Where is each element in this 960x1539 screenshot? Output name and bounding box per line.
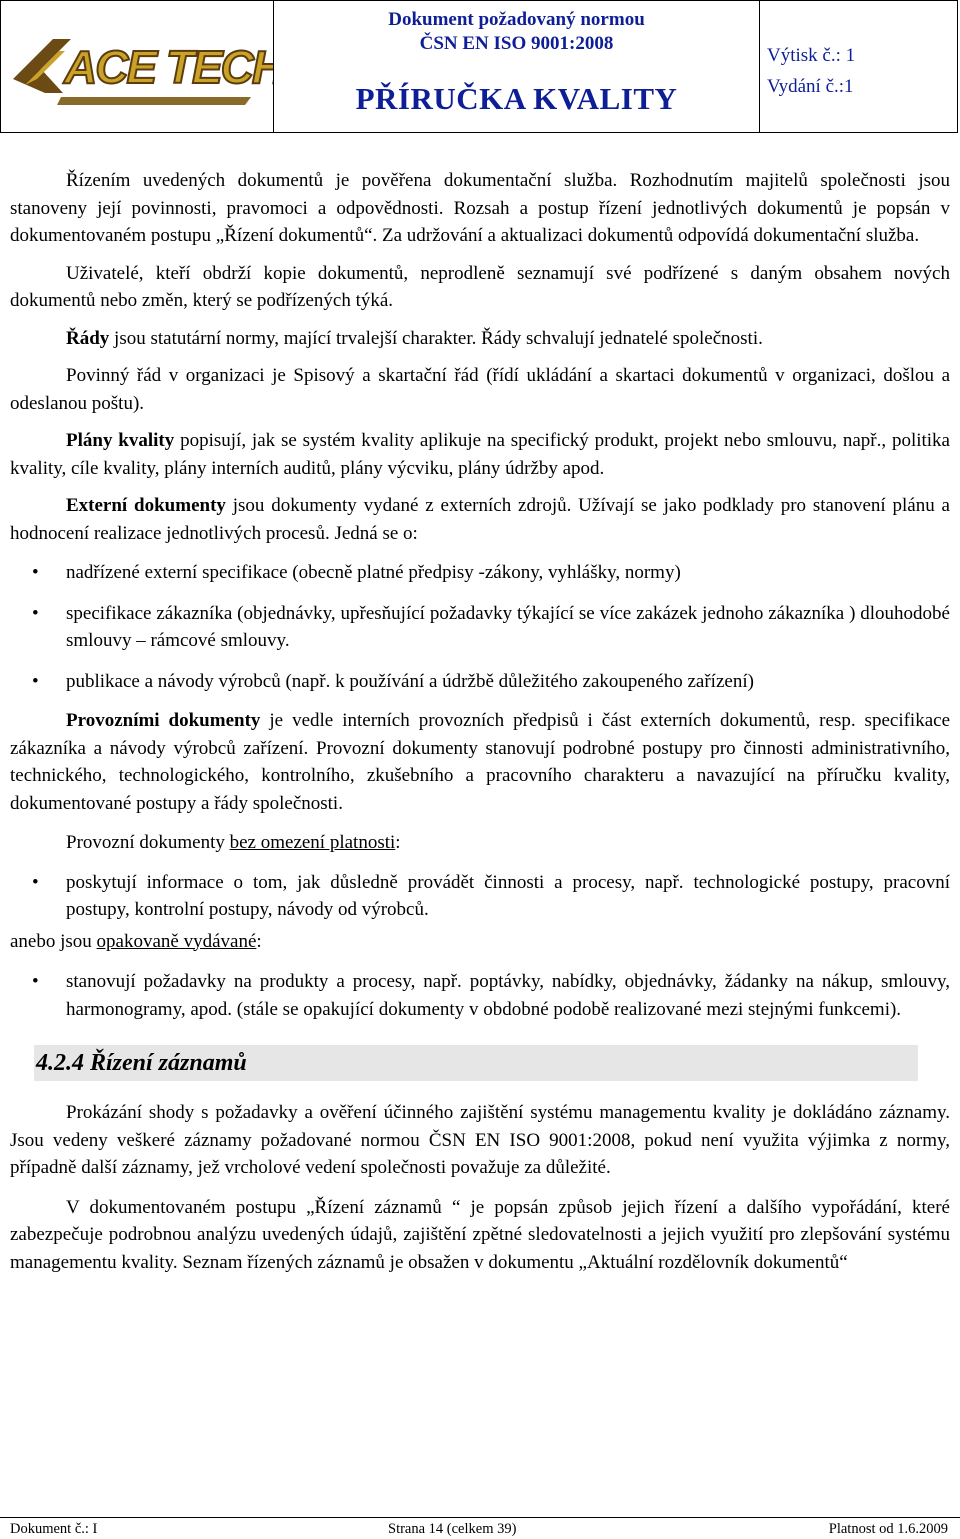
- paragraph-records-proof: Prokázání shody s požadavky a ověření účinného zajištění systému managementu kvality je dokládáno záznamy. Jsou vedeny veškeré záznamy požadované normou ČSN EN ISO 9001:2008, pokud není využita výjimka z normy, případně další záznamy, jež vrcholové vedení společnosti považuje za důležité.: [10, 1102, 950, 1178]
- paragraph-rady-text: jsou statutární normy, mající trvalejší charakter. Řády schvalují jednatelé společnosti.: [109, 327, 763, 349]
- list-item: • nadřízené externí specifikace (obecně platné předpisy -zákony, vyhlášky, normy): [10, 559, 950, 587]
- page-header: [0, 0, 958, 133]
- title-cell: [274, 1, 760, 132]
- term-operational-docs: Provozními dokumenty: [66, 710, 261, 731]
- bullet-icon: •: [32, 602, 39, 624]
- bullet-icon: •: [32, 670, 39, 692]
- edition-number: Vydání č.:1: [767, 76, 854, 97]
- term-external-docs: Externí dokumenty: [66, 495, 226, 516]
- term-rady: Řády: [66, 327, 110, 349]
- section-heading: 4.2.4 Řízení záznamů: [34, 1045, 918, 1081]
- paragraph-records-procedure: V dokumentovaném postupu „Řízení záznamů “ je popsán způsob jejich řízení a dalšího vypořádání, které zabezpečuje podrobnou analýzu uvedených údajů, zajištění zpětné sledovatelnosti a jejich využití pro zlepšování systému managementu kvality. Seznam řízených záznamů je obsažen v dokumentu „Aktuální rozdělovník dokumentů“: [10, 1196, 950, 1273]
- footer-document-number: Dokument č.: I: [10, 1521, 98, 1537]
- paragraph-mandatory-order: Povinný řád v organizaci je Spisový a skartační řád (řídí ukládání a skartaci dokumentů v organizaci, došlou a odeslanou poštu).: [10, 365, 950, 414]
- issue-number: Výtisk č.: 1: [767, 45, 856, 66]
- paragraph-operational-docs-text: je vedle interních provozních předpisů i část externích dokumentů, resp. specifikace zákazníka a návody výrobců zařízení. Provozní dokumenty stanovují podrobné postupy pro činnosti administrativního, technického, technologického, kontrolního, zkušebního a pracovního charakteru a navazující na příručku kvality, dokumentované postupy a řády společnosti.: [10, 710, 951, 814]
- term-quality-plans: Plány kvality: [66, 430, 175, 451]
- paragraph-external-docs-text: jsou dokumenty vydané z externích zdrojů. Užívají se jako podklady pro stanovení plánu a hodnocení realizace jednotlivých procesů. Jedná se o:: [10, 495, 950, 544]
- manual-title: PŘÍRUČKA KVALITY: [355, 81, 678, 116]
- requirement-line-2: ČSN EN ISO 9001:2008: [419, 33, 614, 54]
- paragraph-operational-docs: [10, 707, 950, 817]
- company-logo: [1, 1, 273, 132]
- paragraph-users: Uživatelé, kteří obdrží kopie dokumentů, neprodleně seznamují své podřízené s daným obsahem nových dokumentů nebo změn, který se podřízených týká.: [10, 262, 950, 311]
- paragraph-unlimited-validity: Provozní dokumenty bez omezení platnosti:: [66, 832, 401, 853]
- list-item: • publikace a návody výrobců (např. k používání a údržbě důležitého zakoupeného zařízení): [10, 668, 950, 696]
- unlimited-list: [10, 869, 950, 924]
- repeated-list: [10, 968, 950, 1023]
- paragraph-quality-plans: [10, 427, 950, 482]
- list-item: • stanovují požadavky na produkty a procesy, např. poptávky, nabídky, objednávky, žádanky na nákup, smlouvy, harmonogramy, apod. (stále se opakující dokumenty v obdobné podobě realizované mezi stejnými funkcemi).: [10, 968, 950, 1023]
- paragraph-document-control: Řízením uvedených dokumentů je pověřena dokumentační služba. Rozhodnutím majitelů společnosti jsou stanoveny její povinnosti, pravomoci a odpovědnosti. Rozsah a postup řízení jednotlivých dokumentů je popsán v dokumentovaném postupu „Řízení dokumentů“. Za udržování a aktualizaci dokumentů odpovídá dokumentační služba.: [10, 170, 950, 246]
- requirement-line-1: Dokument požadovaný normou: [388, 9, 645, 30]
- info-cell: [760, 1, 957, 132]
- paragraph-external-docs: [10, 492, 950, 547]
- paragraph-rady: [10, 325, 950, 353]
- list-item: • poskytují informace o tom, jak důsledně provádět činnosti a procesy, např. technologické postupy, pracovní postupy, kontrolní postupy, návody od výrobců.: [10, 869, 950, 924]
- footer-divider: [0, 1517, 960, 1518]
- underlined-repeated: opakovaně vydávané: [96, 930, 257, 952]
- bullet-icon: •: [32, 971, 39, 992]
- logo-text: ACE TECH: [64, 41, 273, 93]
- logo-cell: [1, 1, 274, 132]
- paragraph-quality-plans-text: popisují, jak se systém kvality aplikuje na specifický produkt, projekt nebo smlouvu, např., politika kvality, cíle kvality, plány interních auditů, plány výcviku, plány údržby apod.: [10, 430, 950, 479]
- bullet-icon: •: [32, 871, 39, 893]
- document-body: [10, 167, 950, 1276]
- paragraph-repeated: anebo jsou opakovaně vydávané:: [10, 930, 262, 952]
- footer-valid-from: Platnost od 1.6.2009: [828, 1521, 948, 1537]
- footer-page-number: Strana 14 (celkem 39): [388, 1521, 517, 1537]
- list-item: • specifikace zákazníka (objednávky, upřesňující požadavky týkající se více zakázek jednoho zákazníka ) dlouhodobé smlouvy – rámcové smlouvy.: [10, 600, 950, 655]
- underlined-unlimited: bez omezení platnosti: [229, 832, 396, 853]
- bullet-icon: •: [32, 562, 39, 583]
- external-docs-list: [10, 559, 950, 695]
